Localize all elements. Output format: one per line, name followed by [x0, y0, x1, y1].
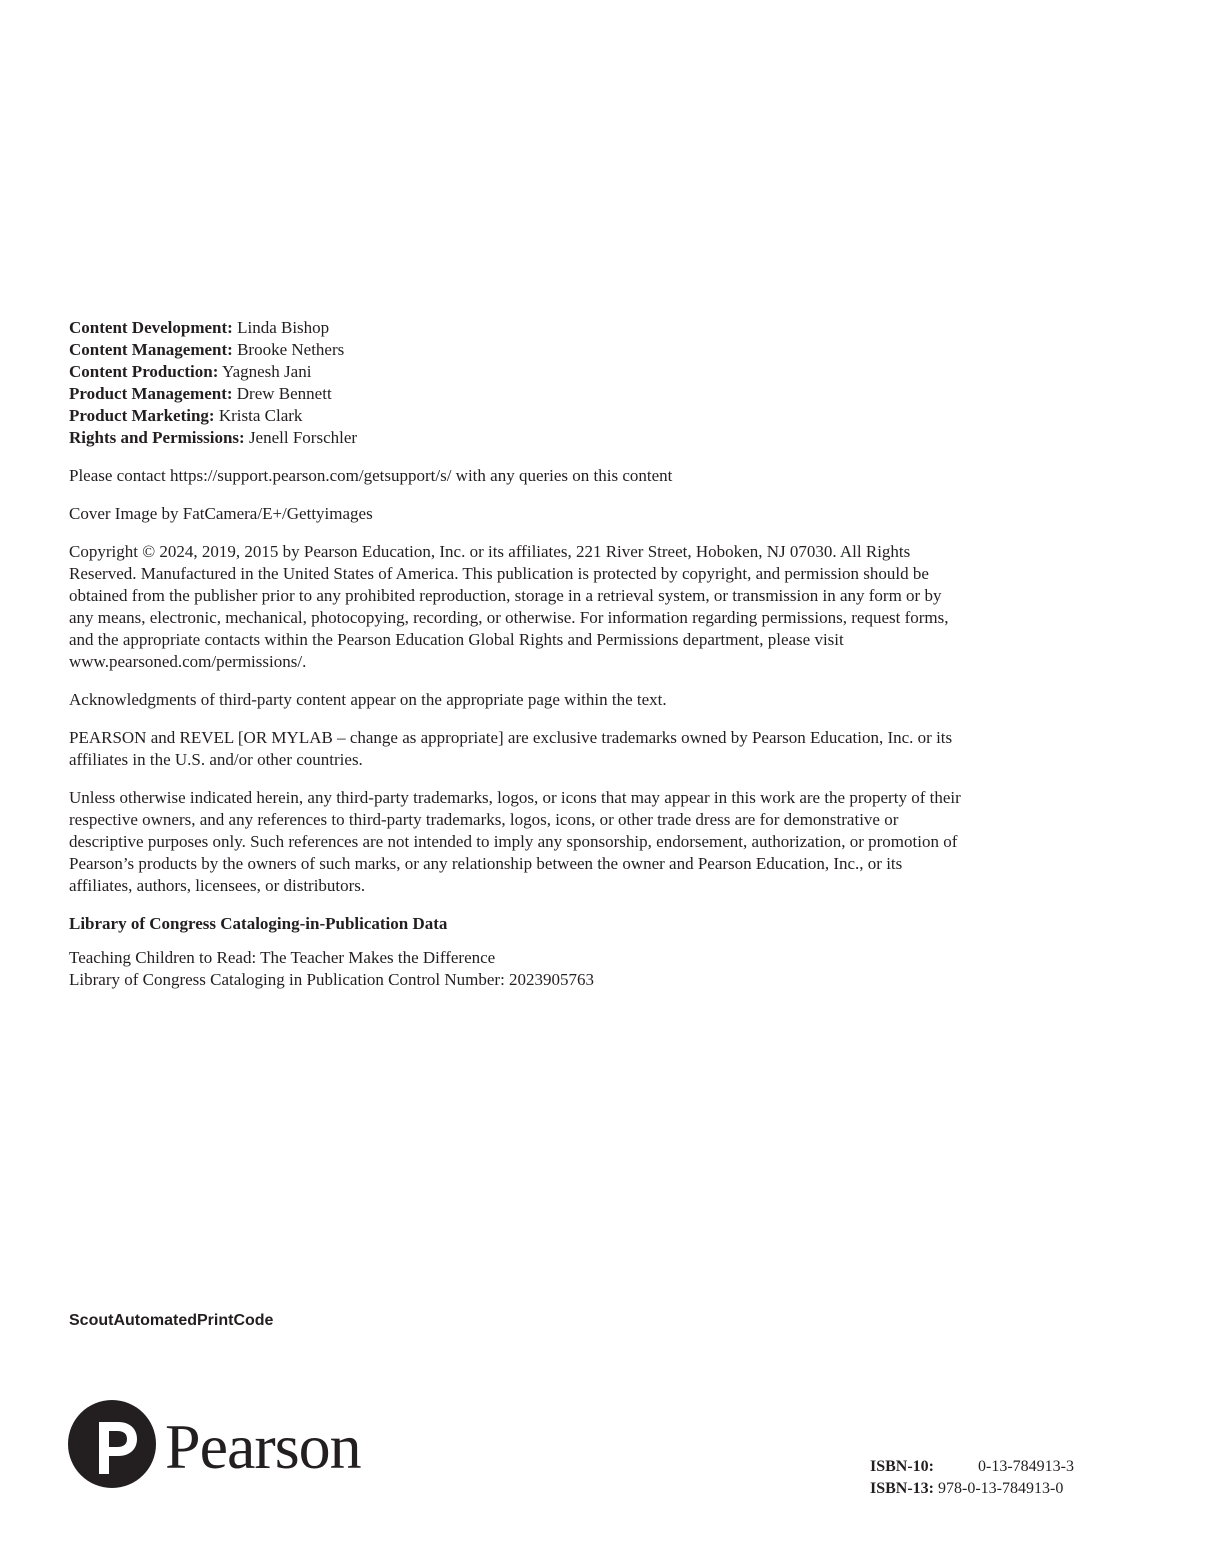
cip-heading: Library of Congress Cataloging-in-Publication Data [69, 914, 448, 933]
credit-name: Linda Bishop [237, 318, 330, 337]
credit-role: Content Development: [69, 318, 233, 337]
credit-name: Jenell Forschler [248, 428, 358, 447]
isbn-10-label: ISBN-10: [870, 1458, 935, 1475]
contact-line: Please contact https://support.pearson.com/getsupport/s/ with any queries on this content [69, 466, 673, 485]
pearson-wordmark: Pearson [165, 1411, 361, 1482]
cip-data [69, 947, 969, 991]
credit-line [69, 383, 969, 405]
isbn-13-label: ISBN-13: [870, 1480, 935, 1497]
credit-line [69, 427, 969, 449]
credit-line [69, 405, 969, 427]
credit-role: Product Marketing: [69, 406, 215, 425]
credit-role: Content Management: [69, 340, 233, 359]
pearson-logo [66, 1398, 396, 1498]
cover-image-credit: Cover Image by FatCamera/E+/Gettyimages [69, 504, 373, 523]
isbn-13-value: 978-0-13-784913-0 [938, 1480, 1064, 1497]
cip-title: Teaching Children to Read: The Teacher Makes the Difference [69, 948, 496, 967]
credit-line [69, 317, 969, 339]
isbn-10-line [870, 1456, 1074, 1478]
credit-role: Product Management: [69, 384, 233, 403]
acknowledgments-note: Acknowledgments of third-party content appear on the appropriate page within the text. [69, 690, 667, 709]
third-party-trademarks-note: Unless otherwise indicated herein, any third-party trademarks, logos, or icons that may appear in this work are the property of their respective owners, and any references to third-party trademarks, logos, icons, or other trade dress are for demonstrative or descriptive purposes only. Such references are not intended to imply any sponsorship, endorsement, authorization, or promotion of Pearson’s products by the owners of such marks, or any relationship between the owner and Pearson Education, Inc., or its affiliates, authors, licensees, or distributors. [69, 788, 961, 895]
credit-role: Rights and Permissions: [69, 428, 245, 447]
isbn-block [870, 1456, 1074, 1500]
trademarks-note: PEARSON and REVEL [OR MYLAB – change as appropriate] are exclusive trademarks owned by Pearson Education, Inc. or its affiliates in the U.S. and/or other countries. [69, 728, 953, 769]
credit-name: Drew Bennett [236, 384, 332, 403]
copyright-notice: Copyright © 2024, 2019, 2015 by Pearson Education, Inc. or its affiliates, 221 River Street, Hoboken, NJ 07030. All Rights Reserved. Manufactured in the United States of America. This publication is protected by copyright, and permission should be obtained from the publisher prior to any prohibited reproduction, storage in a retrieval system, or transmission in any form or by any means, electronic, mechanical, photocopying, recording, or otherwise. For information regarding permissions, request forms, and the appropriate contacts within the Pearson Education Global Rights and Permissions department, please visit www.pearsoned.com/permissions/. [69, 542, 949, 671]
credits-list [69, 317, 969, 449]
pearson-p-logo-icon [66, 1398, 158, 1490]
isbn-10-value: 0-13-784913-3 [978, 1458, 1074, 1475]
credit-line [69, 339, 969, 361]
isbn-13-line [870, 1478, 1074, 1500]
main-content [69, 317, 969, 991]
credit-name: Brooke Nethers [237, 340, 345, 359]
credit-name: Yagnesh Jani [222, 362, 312, 381]
credit-name: Krista Clark [218, 406, 303, 425]
credit-role: Content Production: [69, 362, 219, 381]
credit-line [69, 361, 969, 383]
print-code: ScoutAutomatedPrintCode [69, 1312, 274, 1329]
cip-control-number: Library of Congress Cataloging in Publication Control Number: 2023905763 [69, 970, 595, 989]
